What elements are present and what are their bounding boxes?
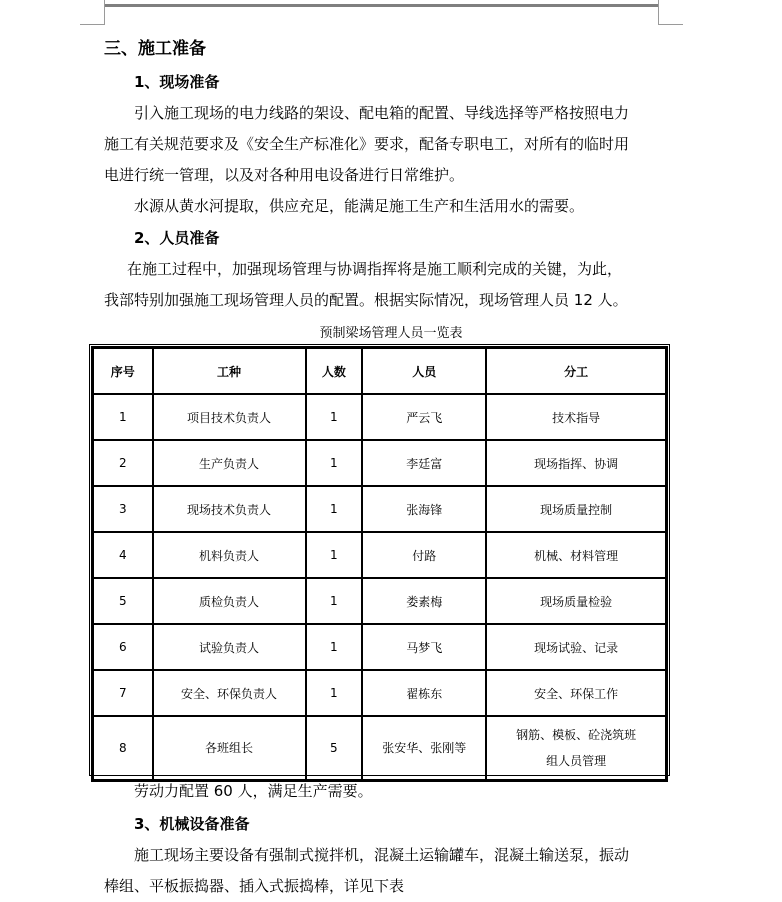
cell-role: 项目技术负责人	[153, 394, 306, 440]
cell-role: 各班组长	[153, 716, 306, 780]
page-corner-mark-left	[80, 0, 105, 25]
table-row	[93, 578, 666, 624]
site-prep-line-2: 施工有关规范要求及《安全生产标准化》要求，配备专职电工，对所有的临时用	[104, 135, 630, 153]
cell-duty: 技术指导	[486, 394, 666, 440]
site-prep-line-1: 引入施工现场的电力线路的架设、配电箱的配置、导线选择等严格按照电力	[134, 104, 630, 122]
table-row	[93, 670, 666, 716]
cell-person: 马梦飞	[362, 624, 486, 670]
staff-prep-heading: 2、人员准备	[134, 229, 220, 247]
cell-role: 现场技术负责人	[153, 486, 306, 532]
cell-seq: 7	[93, 670, 153, 716]
cell-seq: 8	[93, 716, 153, 780]
cell-count: 1	[306, 624, 363, 670]
cell-person: 娄素梅	[362, 578, 486, 624]
equipment-prep-line-2: 棒组、平板振捣器、插入式振捣棒，详见下表	[104, 877, 405, 895]
header-seq: 序号	[93, 348, 153, 394]
cell-person: 张安华、张刚等	[362, 716, 486, 780]
site-prep-water-line: 水源从黄水河提取，供应充足，能满足施工生产和生活用水的需要。	[134, 197, 585, 215]
site-prep-line-3: 电进行统一管理，以及对各种用电设备进行日常维护。	[104, 166, 465, 184]
page-corner-mark-right	[658, 0, 683, 25]
staff-table	[91, 346, 668, 782]
cell-duty-line-2: 组人员管理	[546, 754, 607, 768]
cell-role: 生产负责人	[153, 440, 306, 486]
cell-person: 张海锋	[362, 486, 486, 532]
labor-line: 劳动力配置 60 人，满足生产需要。	[134, 782, 373, 800]
cell-count: 1	[306, 532, 363, 578]
staff-prep-line-1: 在施工过程中，加强现场管理与协调指挥将是施工顺利完成的关键，为此，	[127, 260, 623, 278]
cell-person: 付路	[362, 532, 486, 578]
table-caption: 预制梁场管理人员一览表	[319, 326, 463, 341]
cell-duty: 现场质量检验	[486, 578, 666, 624]
cell-duty: 现场试验、记录	[486, 624, 666, 670]
cell-seq: 1	[93, 394, 153, 440]
table-row	[93, 624, 666, 670]
cell-seq: 3	[93, 486, 153, 532]
cell-duty: 机械、材料管理	[486, 532, 666, 578]
table-row	[93, 716, 666, 780]
cell-role: 机料负责人	[153, 532, 306, 578]
staff-prep-line-2: 我部特别加强施工现场管理人员的配置。根据实际情况，现场管理人员 12 人。	[104, 291, 628, 309]
cell-count: 1	[306, 486, 363, 532]
table-header-row	[93, 348, 666, 394]
table-row	[93, 440, 666, 486]
cell-role: 质检负责人	[153, 578, 306, 624]
header-count: 人数	[306, 348, 363, 394]
site-prep-heading: 1、现场准备	[134, 73, 220, 91]
cell-duty	[486, 716, 666, 780]
header-role: 工种	[153, 348, 306, 394]
page-top-rule	[104, 4, 659, 7]
table-row	[93, 394, 666, 440]
equipment-prep-heading: 3、机械设备准备	[134, 815, 250, 833]
cell-duty: 安全、环保工作	[486, 670, 666, 716]
cell-count: 5	[306, 716, 363, 780]
cell-count: 1	[306, 670, 363, 716]
table-row	[93, 486, 666, 532]
cell-count: 1	[306, 578, 363, 624]
equipment-prep-line-1: 施工现场主要设备有强制式搅拌机，混凝土运输罐车，混凝土输送泵，振动	[134, 846, 630, 864]
cell-count: 1	[306, 394, 363, 440]
cell-seq: 2	[93, 440, 153, 486]
cell-count: 1	[306, 440, 363, 486]
cell-person: 严云飞	[362, 394, 486, 440]
cell-duty-line-1: 钢筋、模板、砼浇筑班	[516, 728, 637, 742]
header-person: 人员	[362, 348, 486, 394]
cell-person: 李廷富	[362, 440, 486, 486]
section-title: 三、施工准备	[104, 39, 206, 59]
cell-role: 试验负责人	[153, 624, 306, 670]
cell-seq: 4	[93, 532, 153, 578]
cell-role: 安全、环保负责人	[153, 670, 306, 716]
cell-duty: 现场质量控制	[486, 486, 666, 532]
cell-seq: 5	[93, 578, 153, 624]
cell-person: 翟栋东	[362, 670, 486, 716]
header-duty: 分工	[486, 348, 666, 394]
table-row	[93, 532, 666, 578]
cell-seq: 6	[93, 624, 153, 670]
cell-duty: 现场指挥、协调	[486, 440, 666, 486]
